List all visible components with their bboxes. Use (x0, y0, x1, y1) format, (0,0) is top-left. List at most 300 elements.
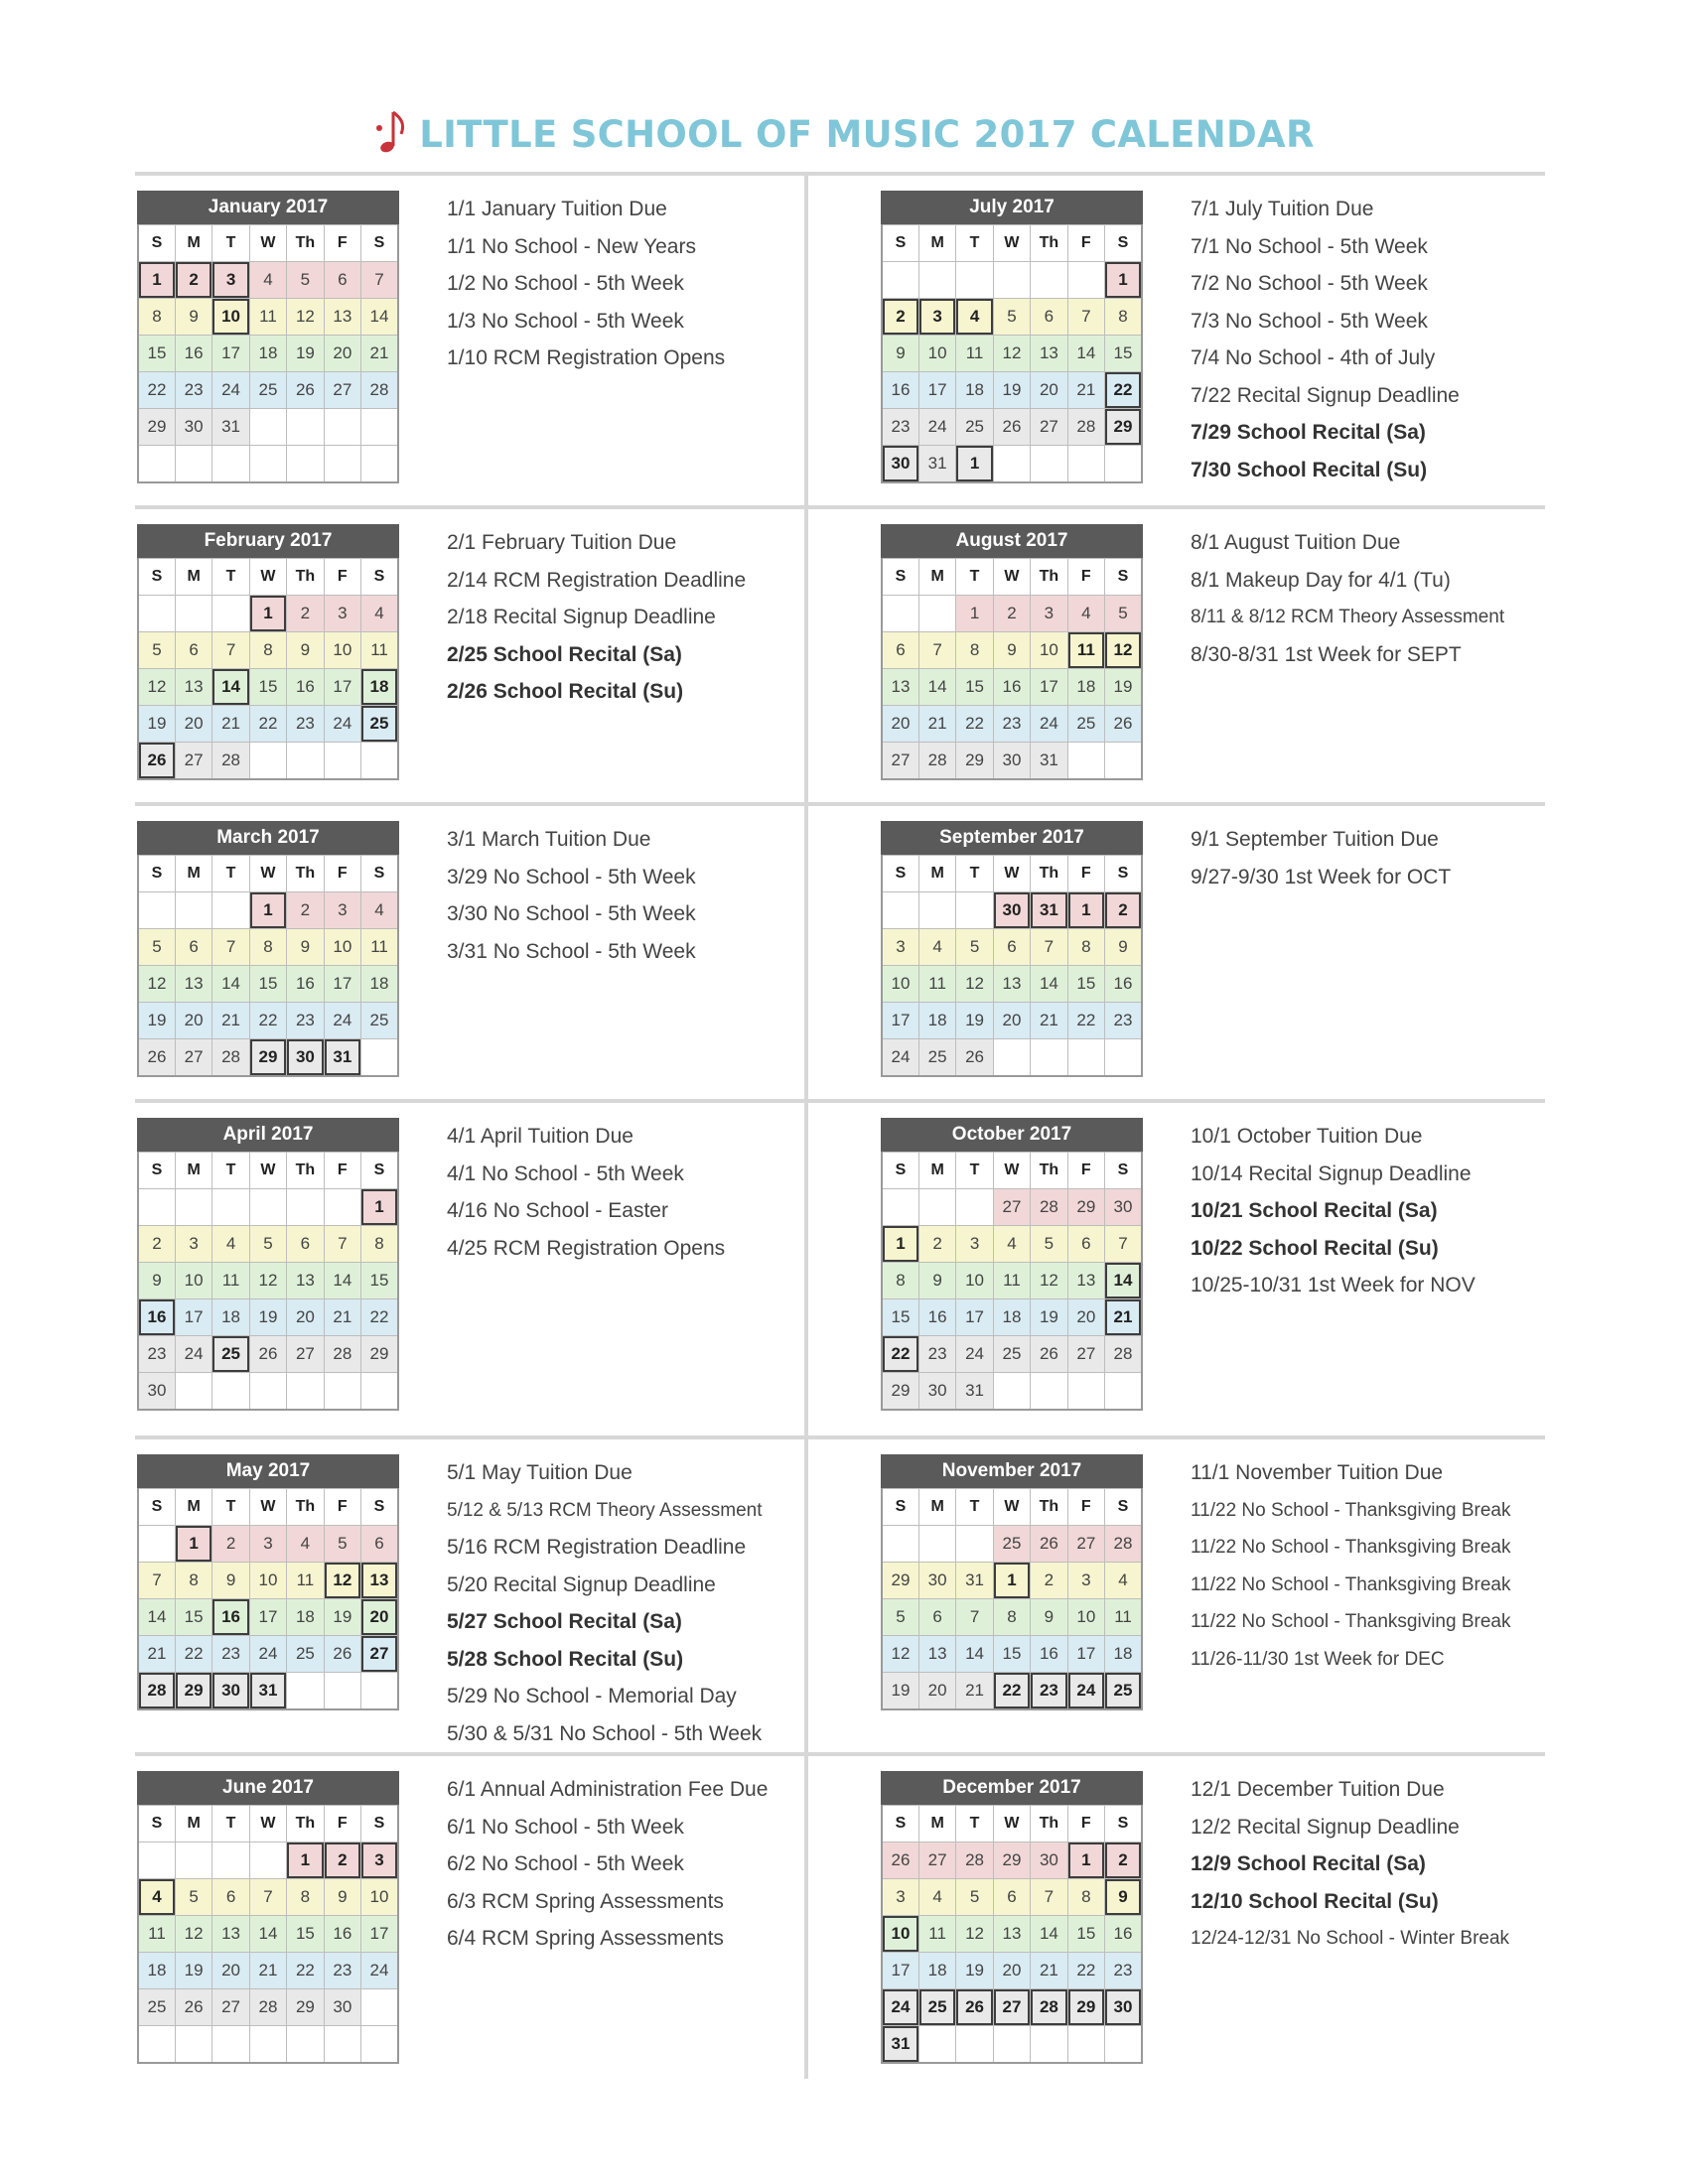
empty-day-cell (1105, 446, 1142, 483)
day-cell: 3 (882, 1879, 918, 1916)
weekday-label: M (918, 559, 955, 596)
day-cell: 17 (1067, 1636, 1104, 1673)
empty-day-cell (956, 262, 993, 299)
weekday-label: M (175, 1489, 211, 1526)
day-cell: 19 (324, 1599, 360, 1636)
weekday-label: T (212, 225, 249, 262)
weekday-header-row (138, 1806, 398, 1843)
month-calendar (881, 524, 1143, 780)
day-cell: 5 (324, 1526, 360, 1563)
empty-day-cell (361, 1039, 398, 1077)
day-cell: 11 (212, 1263, 249, 1299)
weekday-header-row (882, 856, 1142, 892)
event-item: 7/29 School Recital (Sa) (1191, 421, 1426, 444)
month-calendar (881, 191, 1143, 483)
highlighted-day-cell: 1 (993, 1563, 1030, 1599)
weekday-label: W (993, 1153, 1030, 1189)
empty-day-cell (1067, 262, 1104, 299)
day-cell: 6 (993, 929, 1030, 966)
event-item: 3/1 March Tuition Due (447, 828, 651, 851)
week-row (138, 1263, 398, 1299)
week-row (138, 892, 398, 929)
empty-day-cell (918, 596, 955, 632)
weekday-label: W (993, 856, 1030, 892)
day-cell: 4 (249, 262, 286, 299)
day-cell: 6 (882, 632, 918, 669)
day-cell: 4 (1067, 596, 1104, 632)
event-list (1191, 1454, 1627, 1678)
weekday-label: Th (1031, 225, 1067, 262)
day-cell: 26 (1105, 706, 1142, 743)
highlighted-day-cell: 2 (175, 262, 211, 299)
week-row (138, 743, 398, 780)
empty-day-cell (882, 892, 918, 929)
weekday-header-row (882, 559, 1142, 596)
highlighted-day-cell: 1 (287, 1843, 324, 1879)
day-cell: 10 (324, 632, 360, 669)
day-cell: 30 (993, 743, 1030, 780)
highlighted-day-cell: 18 (361, 669, 398, 706)
day-cell: 14 (138, 1599, 175, 1636)
highlighted-day-cell: 25 (918, 1989, 955, 2026)
week-row (138, 446, 398, 483)
day-cell: 8 (361, 1226, 398, 1263)
event-item: 7/3 No School - 5th Week (1191, 309, 1428, 333)
day-cell: 15 (249, 966, 286, 1003)
day-cell: 17 (956, 1299, 993, 1336)
week-row (138, 2026, 398, 2064)
empty-day-cell (212, 1373, 249, 1411)
weekday-header-row (138, 225, 398, 262)
day-cell: 8 (249, 929, 286, 966)
event-item: 10/1 October Tuition Due (1191, 1125, 1423, 1148)
day-cell: 25 (993, 1526, 1030, 1563)
week-row (138, 1636, 398, 1673)
section-divider (135, 1752, 1545, 1756)
day-cell: 22 (956, 706, 993, 743)
empty-day-cell (138, 2026, 175, 2064)
weekday-header-row (882, 1153, 1142, 1189)
highlighted-day-cell: 1 (175, 1526, 211, 1563)
empty-day-cell (956, 2026, 993, 2064)
day-cell: 3 (249, 1526, 286, 1563)
month-title: February 2017 (137, 524, 399, 558)
day-cell: 11 (361, 929, 398, 966)
empty-day-cell (1067, 1373, 1104, 1411)
day-cell: 7 (324, 1226, 360, 1263)
weekday-header-row (882, 225, 1142, 262)
day-cell: 28 (1105, 1336, 1142, 1373)
week-row (138, 372, 398, 409)
week-row (882, 892, 1142, 929)
weekday-label: F (1067, 1153, 1104, 1189)
day-cell: 8 (1105, 299, 1142, 336)
day-cell: 14 (918, 669, 955, 706)
highlighted-day-cell: 30 (287, 1039, 324, 1077)
month-calendar (881, 821, 1143, 1077)
event-item: 3/30 No School - 5th Week (447, 902, 696, 925)
weekday-label: S (1105, 1806, 1142, 1843)
empty-day-cell (175, 446, 211, 483)
week-row (882, 1336, 1142, 1373)
day-cell: 23 (993, 706, 1030, 743)
event-item: 7/1 No School - 5th Week (1191, 234, 1428, 258)
day-cell: 6 (993, 1879, 1030, 1916)
day-cell: 4 (361, 596, 398, 632)
highlighted-day-cell: 11 (1067, 632, 1104, 669)
day-cell: 20 (993, 1003, 1030, 1039)
weekday-label: F (1067, 1489, 1104, 1526)
day-cell: 17 (324, 966, 360, 1003)
day-cell: 5 (138, 632, 175, 669)
weekday-label: F (324, 559, 360, 596)
week-row (882, 262, 1142, 299)
day-cell: 24 (175, 1336, 211, 1373)
day-cell: 21 (138, 1636, 175, 1673)
day-cell: 28 (918, 743, 955, 780)
day-cell: 29 (882, 1373, 918, 1411)
day-cell: 11 (918, 966, 955, 1003)
weekday-label: Th (1031, 856, 1067, 892)
day-cell: 16 (918, 1299, 955, 1336)
weekday-label: F (324, 1489, 360, 1526)
month-calendar (881, 1118, 1143, 1411)
empty-day-cell (993, 1373, 1030, 1411)
highlighted-day-cell: 25 (361, 706, 398, 743)
day-cell: 18 (138, 1953, 175, 1989)
week-row (882, 966, 1142, 1003)
empty-day-cell (918, 892, 955, 929)
day-cell: 29 (993, 1843, 1030, 1879)
event-list (447, 821, 884, 970)
week-row (882, 596, 1142, 632)
day-cell: 2 (1031, 1563, 1067, 1599)
day-cell: 20 (1067, 1299, 1104, 1336)
weekday-label: S (1105, 1153, 1142, 1189)
day-cell: 7 (212, 632, 249, 669)
weekday-label: S (138, 225, 175, 262)
weekday-label: T (956, 1489, 993, 1526)
event-item: 11/22 No School - Thanksgiving Break (1191, 1573, 1511, 1595)
day-cell: 9 (1031, 1599, 1067, 1636)
event-item: 9/27-9/30 1st Week for OCT (1191, 865, 1452, 888)
weekday-label: M (175, 856, 211, 892)
day-cell: 20 (287, 1299, 324, 1336)
day-cell: 21 (361, 336, 398, 372)
event-list (447, 524, 884, 711)
day-cell: 9 (212, 1563, 249, 1599)
day-cell: 10 (1067, 1599, 1104, 1636)
weekday-label: M (175, 1806, 211, 1843)
weekday-label: W (993, 559, 1030, 596)
day-cell: 6 (287, 1226, 324, 1263)
weekday-label: M (918, 1153, 955, 1189)
week-row (882, 1373, 1142, 1411)
empty-day-cell (249, 409, 286, 446)
empty-day-cell (212, 892, 249, 929)
highlighted-day-cell: 20 (361, 1599, 398, 1636)
day-cell: 21 (1067, 372, 1104, 409)
week-row (138, 1879, 398, 1916)
empty-day-cell (361, 1673, 398, 1710)
day-cell: 7 (138, 1563, 175, 1599)
day-cell: 23 (287, 706, 324, 743)
day-cell: 20 (324, 336, 360, 372)
empty-day-cell (956, 892, 993, 929)
highlighted-day-cell: 25 (1105, 1673, 1142, 1710)
empty-day-cell (175, 892, 211, 929)
day-cell: 23 (138, 1336, 175, 1373)
weekday-header-row (138, 1153, 398, 1189)
empty-day-cell (324, 409, 360, 446)
day-cell: 22 (175, 1636, 211, 1673)
day-cell: 4 (212, 1226, 249, 1263)
day-cell: 11 (249, 299, 286, 336)
day-cell: 24 (212, 372, 249, 409)
weekday-label: W (993, 1489, 1030, 1526)
highlighted-day-cell: 26 (956, 1989, 993, 2026)
day-cell: 5 (287, 262, 324, 299)
empty-day-cell (918, 1189, 955, 1226)
day-cell: 18 (918, 1003, 955, 1039)
day-cell: 14 (212, 966, 249, 1003)
day-cell: 26 (993, 409, 1030, 446)
day-cell: 26 (287, 372, 324, 409)
event-item: 8/1 August Tuition Due (1191, 531, 1401, 554)
day-cell: 20 (882, 706, 918, 743)
empty-day-cell (1031, 262, 1067, 299)
day-cell: 20 (175, 1003, 211, 1039)
day-cell: 23 (212, 1636, 249, 1673)
day-cell: 7 (361, 262, 398, 299)
event-list (1191, 524, 1627, 673)
event-item: 11/1 November Tuition Due (1191, 1461, 1444, 1484)
event-item: 6/2 No School - 5th Week (447, 1852, 684, 1875)
empty-day-cell (249, 446, 286, 483)
day-cell: 8 (956, 632, 993, 669)
event-item: 2/14 RCM Registration Deadline (447, 568, 747, 592)
day-cell: 10 (956, 1263, 993, 1299)
empty-day-cell (287, 1189, 324, 1226)
empty-day-cell (956, 1526, 993, 1563)
day-cell: 23 (175, 372, 211, 409)
day-cell: 23 (287, 1003, 324, 1039)
event-item: 5/16 RCM Registration Deadline (447, 1536, 747, 1559)
day-cell: 29 (361, 1336, 398, 1373)
weekday-label: S (138, 559, 175, 596)
day-cell: 29 (882, 1563, 918, 1599)
weekday-header-row (138, 856, 398, 892)
highlighted-day-cell: 14 (212, 669, 249, 706)
empty-day-cell (138, 1526, 175, 1563)
weekday-label: S (361, 856, 398, 892)
week-row (138, 299, 398, 336)
event-list (1191, 1118, 1627, 1304)
empty-day-cell (1105, 1039, 1142, 1077)
highlighted-day-cell: 28 (138, 1673, 175, 1710)
event-item: 1/2 No School - 5th Week (447, 272, 684, 295)
empty-day-cell (324, 2026, 360, 2064)
empty-day-cell (212, 446, 249, 483)
day-cell: 31 (1031, 743, 1067, 780)
highlighted-day-cell: 29 (1067, 1989, 1104, 2026)
week-row (882, 1563, 1142, 1599)
week-row (882, 706, 1142, 743)
month-title: April 2017 (137, 1118, 399, 1152)
week-row (138, 1673, 398, 1710)
day-cell: 2 (918, 1226, 955, 1263)
day-cell: 20 (993, 1953, 1030, 1989)
day-cell: 6 (175, 632, 211, 669)
day-cell: 7 (1031, 1879, 1067, 1916)
highlighted-day-cell: 1 (1105, 262, 1142, 299)
day-cell: 25 (956, 409, 993, 446)
day-cell: 14 (1067, 336, 1104, 372)
day-cell: 14 (249, 1916, 286, 1953)
section-divider (135, 802, 1545, 806)
highlighted-day-cell: 1 (249, 596, 286, 632)
week-row (138, 1843, 398, 1879)
day-cell: 9 (175, 299, 211, 336)
day-cell: 28 (1105, 1526, 1142, 1563)
day-cell: 19 (287, 336, 324, 372)
day-cell: 24 (956, 1336, 993, 1373)
section-divider (135, 172, 1545, 176)
highlighted-day-cell: 30 (1105, 1989, 1142, 2026)
empty-day-cell (882, 596, 918, 632)
highlighted-day-cell: 10 (212, 299, 249, 336)
day-cell: 28 (212, 1039, 249, 1077)
day-cell: 26 (1031, 1336, 1067, 1373)
event-item: 5/28 School Recital (Su) (447, 1647, 684, 1671)
day-cell: 18 (956, 372, 993, 409)
day-cell: 17 (361, 1916, 398, 1953)
day-cell: 19 (175, 1953, 211, 1989)
weekday-header-row (138, 1489, 398, 1526)
weekday-label: S (138, 1153, 175, 1189)
day-cell: 8 (882, 1263, 918, 1299)
day-cell: 24 (249, 1636, 286, 1673)
highlighted-day-cell: 1 (249, 892, 286, 929)
day-cell: 19 (138, 706, 175, 743)
month-calendar (137, 821, 399, 1077)
day-grid (881, 855, 1143, 1077)
highlighted-day-cell: 14 (1105, 1263, 1142, 1299)
day-cell: 28 (361, 372, 398, 409)
day-cell: 9 (1105, 929, 1142, 966)
day-cell: 25 (361, 1003, 398, 1039)
event-item: 11/22 No School - Thanksgiving Break (1191, 1499, 1511, 1521)
day-cell: 15 (249, 669, 286, 706)
week-row (882, 1599, 1142, 1636)
day-cell: 22 (138, 372, 175, 409)
day-cell: 3 (1031, 596, 1067, 632)
day-cell: 5 (993, 299, 1030, 336)
day-cell: 22 (1067, 1953, 1104, 1989)
day-cell: 19 (993, 372, 1030, 409)
highlighted-day-cell: 2 (882, 299, 918, 336)
day-grid (881, 558, 1143, 780)
weekday-label: T (956, 1153, 993, 1189)
month-title: December 2017 (881, 1771, 1143, 1805)
event-list (447, 1771, 884, 1958)
day-cell: 6 (1067, 1226, 1104, 1263)
month-title: March 2017 (137, 821, 399, 855)
day-cell: 24 (361, 1953, 398, 1989)
day-cell: 12 (287, 299, 324, 336)
day-cell: 15 (956, 669, 993, 706)
weekday-label: Th (287, 225, 324, 262)
weekday-label: M (175, 225, 211, 262)
day-cell: 5 (956, 929, 993, 966)
weekday-label: S (882, 559, 918, 596)
weekday-label: T (212, 1806, 249, 1843)
week-row (882, 446, 1142, 483)
day-cell: 3 (175, 1226, 211, 1263)
day-cell: 16 (175, 336, 211, 372)
day-cell: 16 (1105, 1916, 1142, 1953)
day-grid (137, 1488, 399, 1710)
day-grid (137, 1152, 399, 1411)
weekday-label: F (1067, 559, 1104, 596)
empty-day-cell (361, 1989, 398, 2026)
event-item: 1/1 No School - New Years (447, 234, 696, 258)
day-cell: 1 (956, 596, 993, 632)
day-cell: 16 (324, 1916, 360, 1953)
week-row (138, 1526, 398, 1563)
month-calendar (881, 1771, 1143, 2064)
event-item: 11/26-11/30 1st Week for DEC (1191, 1648, 1445, 1670)
event-item: 4/1 April Tuition Due (447, 1125, 633, 1148)
day-cell: 9 (138, 1263, 175, 1299)
week-row (882, 1953, 1142, 1989)
month-calendar (137, 524, 399, 780)
event-item: 2/25 School Recital (Sa) (447, 642, 682, 666)
event-item: 7/2 No School - 5th Week (1191, 272, 1428, 295)
highlighted-day-cell: 31 (882, 2026, 918, 2064)
weekday-label: S (882, 1153, 918, 1189)
day-cell: 18 (287, 1599, 324, 1636)
day-cell: 12 (138, 669, 175, 706)
day-cell: 7 (918, 632, 955, 669)
highlighted-day-cell: 3 (212, 262, 249, 299)
highlighted-day-cell: 29 (1105, 409, 1142, 446)
day-cell: 30 (918, 1373, 955, 1411)
week-row (138, 1189, 398, 1226)
weekday-header-row (138, 559, 398, 596)
empty-day-cell (1031, 446, 1067, 483)
empty-day-cell (361, 446, 398, 483)
weekday-label: F (324, 1806, 360, 1843)
week-row (138, 1953, 398, 1989)
highlighted-day-cell: 22 (882, 1336, 918, 1373)
weekday-label: F (324, 1153, 360, 1189)
weekday-label: W (249, 856, 286, 892)
day-cell: 27 (993, 1189, 1030, 1226)
event-item: 10/22 School Recital (Su) (1191, 1236, 1439, 1260)
day-cell: 14 (956, 1636, 993, 1673)
day-cell: 19 (249, 1299, 286, 1336)
day-cell: 20 (212, 1953, 249, 1989)
day-cell: 5 (249, 1226, 286, 1263)
event-item: 11/22 No School - Thanksgiving Break (1191, 1611, 1511, 1632)
day-cell: 9 (287, 632, 324, 669)
day-cell: 7 (956, 1599, 993, 1636)
day-cell: 19 (956, 1953, 993, 1989)
highlighted-day-cell: 1 (1067, 892, 1104, 929)
day-cell: 13 (882, 669, 918, 706)
day-cell: 15 (138, 336, 175, 372)
